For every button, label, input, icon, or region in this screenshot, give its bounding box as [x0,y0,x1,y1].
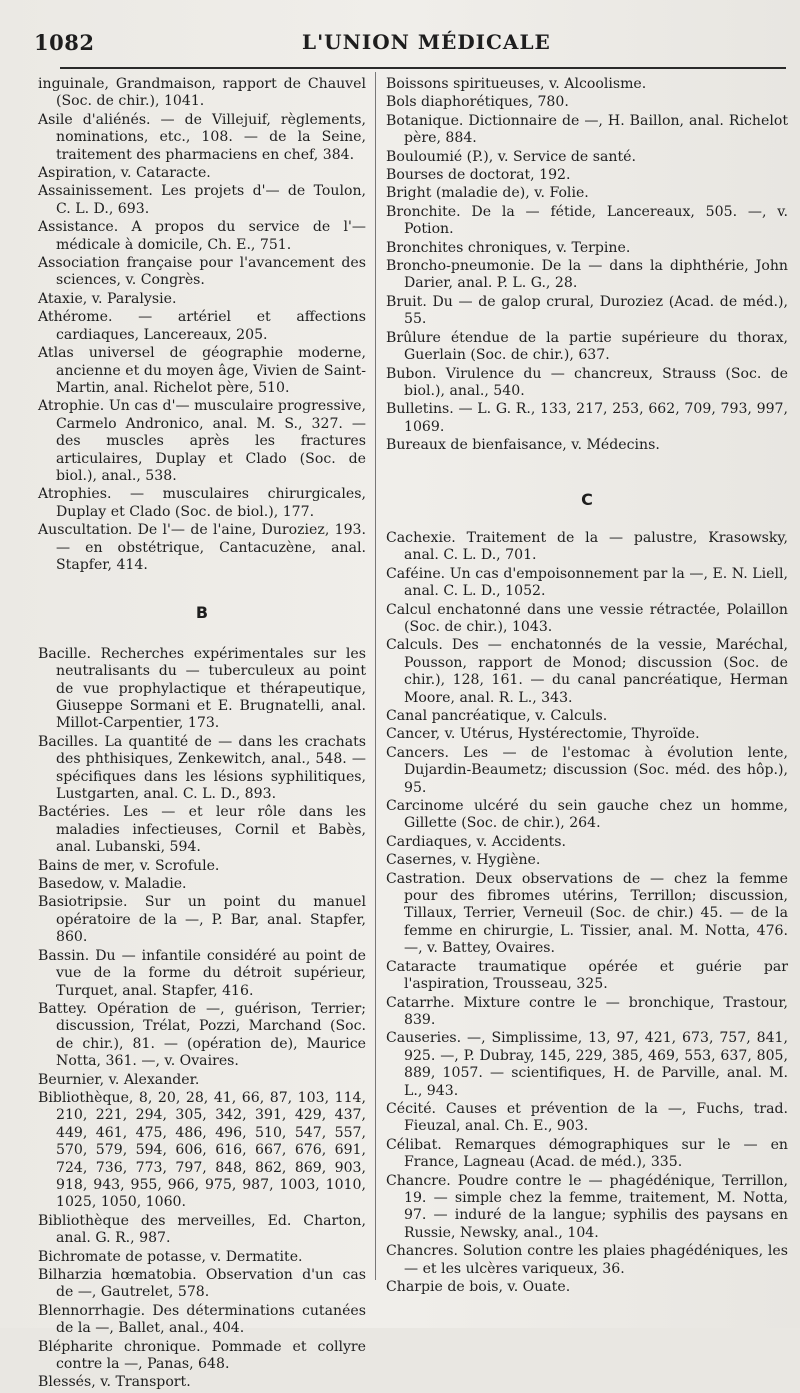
left-column [38,76,366,1393]
index-entry: Bacilles. La quantité de — dans les crachats des phthisiques, Zenkewitch, anal., 548. — spécifiques dans les lésions syphilitiques, Lustgarten, anal. C. L. D., 893. [38,733,366,803]
index-entry: Castration. Deux observations de — chez la femme pour des fibromes utérins, Terrillon; discussion, Tillaux, Terrier, Verneuil (Soc. de chir.) 45. — de la femme en chirurgie, L. Tissier, anal. M. Notta, 476. —, v. Battey, Ovaires. [386,870,788,957]
index-entry: Atrophie. Un cas d'— musculaire progressive, Carmelo Andronico, anal. M. S., 327. — des muscles après les fractures articulaires, Duplay et Clado (Soc. de biol.), anal., 538. [38,398,366,484]
index-entry: Chancre. Poudre contre le — phagédénique, Terrillon, 19. — simple chez la femme, traitement, M. Notta, 97. — induré de la langue; syphilis des paysans en Russie, Newsky, anal., 104. [386,1172,788,1241]
index-entry: Association française pour l'avancement des sciences, v. Congrès. [38,255,366,289]
index-entry: Catarrhe. Mixture contre le — bronchique, Trastour, 839. [386,994,788,1028]
index-entry: Célibat. Remarques démographiques sur le — en France, Lagneau (Acad. de méd.), 335. [386,1136,788,1171]
index-entry: Bactéries. Les — et leur rôle dans les maladies infectieuses, Cornil et Babès, anal. Lubanski, 594. [38,804,366,856]
page-header [32,22,786,58]
index-entry: Athérome. — artériel et affections cardiaques, Lancereaux, 205. [38,309,366,343]
index-entry: Broncho-pneumonie. De la — dans la diphthérie, John Darier, anal. P. L. G., 28. [386,258,788,292]
index-entry: Basedow, v. Maladie. [38,876,187,893]
index-entry: Charpie de bois, v. Ouate. [386,1279,571,1295]
index-entry: Asile d'aliénés. — de Villejuif, règlements, nominations, etc., 108. — de la Seine, traitement des pharmaciens en chef, 384. [38,111,366,163]
index-entry: Bains de mer, v. Scrofule. [38,857,220,874]
page-number: 1082 [34,30,95,55]
index-entry: Casernes, v. Hygiène. [386,852,541,869]
index-entry: Cancer, v. Utérus, Hystérectomie, Thyroïde. [386,726,700,743]
entries-a [38,76,366,574]
index-entry: inguinale, Grandmaison, rapport de Chauvel (Soc. de chir.), 1041. [38,76,366,110]
index-entry: Cancers. Les — de l'estomac à évolution lente, Dujardin-Beaumetz; discussion (Soc. méd. des hôp.), 95. [386,744,788,796]
index-entry: Bacille. Recherches expérimentales sur les neutralisants du — tuberculeux au point de vue prophylactique et thérapeutique, Giuseppe Sormani et E. Brugnatelli, anal. Millot-Carpentier, 173. [38,645,366,732]
index-entry: Cachexie. Traitement de la — palustre, Krasowsky, anal. C. L. D., 701. [386,529,788,564]
index-entry: Blépharite chronique. Pommade et collyre contre la —, Panas, 648. [38,1338,366,1373]
index-entry: Bronchite. De la — fétide, Lancereaux, 505. —, v. Potion. [386,203,788,238]
index-entry: Assainissement. Les projets d'— de Toulon, C. L. D., 693. [38,183,366,217]
index-entry: Bouloumié (P.), v. Service de santé. [386,148,636,165]
index-entry: Carcinome ulcéré du sein gauche chez un homme, Gillette (Soc. de chir.), 264. [386,798,788,832]
header-rule [60,67,786,69]
index-entry: Bureaux de bienfaisance, v. Médecins. [386,437,660,454]
index-entry: Blessés, v. Transport. [38,1374,191,1391]
index-entry: Bourses de doctorat, 192. [386,167,571,184]
index-entry: Bright (maladie de), v. Folie. [386,185,589,202]
entries-b [38,646,366,1392]
index-entry: Atlas universel de géographie moderne, ancienne et du moyen âge, Vivien de Saint-Martin, anal. Richelot père, 510. [38,345,366,396]
index-entry: Boissons spiritueuses, v. Alcoolisme. [386,76,647,92]
section-heading-b: B [195,603,209,623]
right-column [386,76,788,1297]
index-entry: Calcul enchatonné dans une vessie rétractée, Polaillon (Soc. de chir.), 1043. [386,601,788,635]
index-entry: Bubon. Virulence du — chancreux, Strauss (Soc. de biol.), anal., 540. [386,365,788,399]
index-entry: Bibliothèque des merveilles, Ed. Charton, anal. G. R., 987. [38,1212,366,1247]
index-entry: Bols diaphorétiques, 780. [386,94,569,111]
running-title: L'UNION MÉDICALE [302,30,551,54]
index-entry: Atrophies. — musculaires chirurgicales, Duplay et Clado (Soc. de biol.), 177. [38,486,366,520]
entries-b-continued [386,76,788,455]
index-entry: Calculs. Des — enchatonnés de la vessie, Maréchal, Pousson, rapport de Monod; discussion (Soc. de chir.), 128, 161. — du canal pancréatique, Herman Moore, anal. R. L., 343. [386,637,788,706]
entries-c [386,530,788,1296]
index-entry: Canal pancréatique, v. Calculs. [386,708,608,724]
section-heading-c: C [581,489,593,509]
index-entry: Bassin. Du — infantile considéré au point de vue de la forme du détroit supérieur, Turquet, anal. Stapfer, 416. [38,947,366,999]
index-entry: Auscultation. De l'— de l'aine, Duroziez, 193. — en obstétrique, Cantacuzène, anal. Stapfer, 414. [38,522,366,573]
index-entry: Assistance. A propos du service de l'— médicale à domicile, Ch. E., 751. [38,219,366,253]
index-entry: Battey. Opération de —, guérison, Terrier; discussion, Trélat, Pozzi, Marchand (Soc. de chir.), 81. — (opération de), Maurice Notta, 361. —, v. Ovaires. [38,1000,366,1070]
column-divider [375,72,376,1280]
index-entry: Bichromate de potasse, v. Dermatite. [38,1248,303,1265]
index-entry: Bruit. Du — de galop crural, Duroziez (Acad. de méd.), 55. [386,293,788,328]
index-entry: Ataxie, v. Paralysie. [38,290,177,307]
index-entry: Botanique. Dictionnaire de —, H. Baillon, anal. Richelot père, 884. [386,112,788,147]
index-entry: Cataracte traumatique opérée et guérie par l'aspiration, Trousseau, 325. [386,958,788,993]
index-entry: Bibliothèque, 8, 20, 28, 41, 66, 87, 103, 114, 210, 221, 294, 305, 342, 391, 429, 437, 449, 461, 475, 486, 496, 510, 547, 557, 570, 579, 594, 606, 616, 667, 676, 691, 724, 736, 773, 797, 848, 862, 869, 903, 918, 943, 955, 966, 975, 987, 1003, 1010, 1025, 1050, 1060. [38,1089,366,1211]
index-entry: Aspiration, v. Cataracte. [38,165,211,182]
index-entry: Beurnier, v. Alexander. [38,1071,200,1088]
index-entry: Chancres. Solution contre les plaies phagédéniques, les — et les ulcères variqueux, 36. [386,1243,788,1277]
index-entry: Bilharzia hœmatobia. Observation d'un cas de —, Gautrelet, 578. [38,1267,366,1301]
index-entry: Causeries. —, Simplissime, 13, 97, 421, 673, 757, 841, 925. —, P. Dubray, 145, 229, 385, 469, 553, 637, 805, 889, 1057. — scientifiques, H. de Parville, anal. M. L., 943. [386,1030,788,1099]
index-entry: Caféine. Un cas d'empoisonnement par la —, E. N. Liell, anal. C. L. D., 1052. [386,565,788,600]
index-entry: Basiotripsie. Sur un point du manuel opératoire de la —, P. Bar, anal. Stapfer, 860. [38,894,366,946]
index-entry: Bronchites chroniques, v. Terpine. [386,239,631,256]
index-entry: Brûlure étendue de la partie supérieure du thorax, Guerlain (Soc. de chir.), 637. [386,329,788,364]
index-entry: Cardiaques, v. Accidents. [386,833,567,850]
index-entry: Cécité. Causes et prévention de la —, Fuchs, trad. Fieuzal, anal. Ch. E., 903. [386,1100,788,1135]
index-entry: Blennorrhagie. Des déterminations cutanées de la —, Ballet, anal., 404. [38,1302,366,1337]
index-entry: Bulletins. — L. G. R., 133, 217, 253, 662, 709, 793, 997, 1069. [386,401,788,435]
